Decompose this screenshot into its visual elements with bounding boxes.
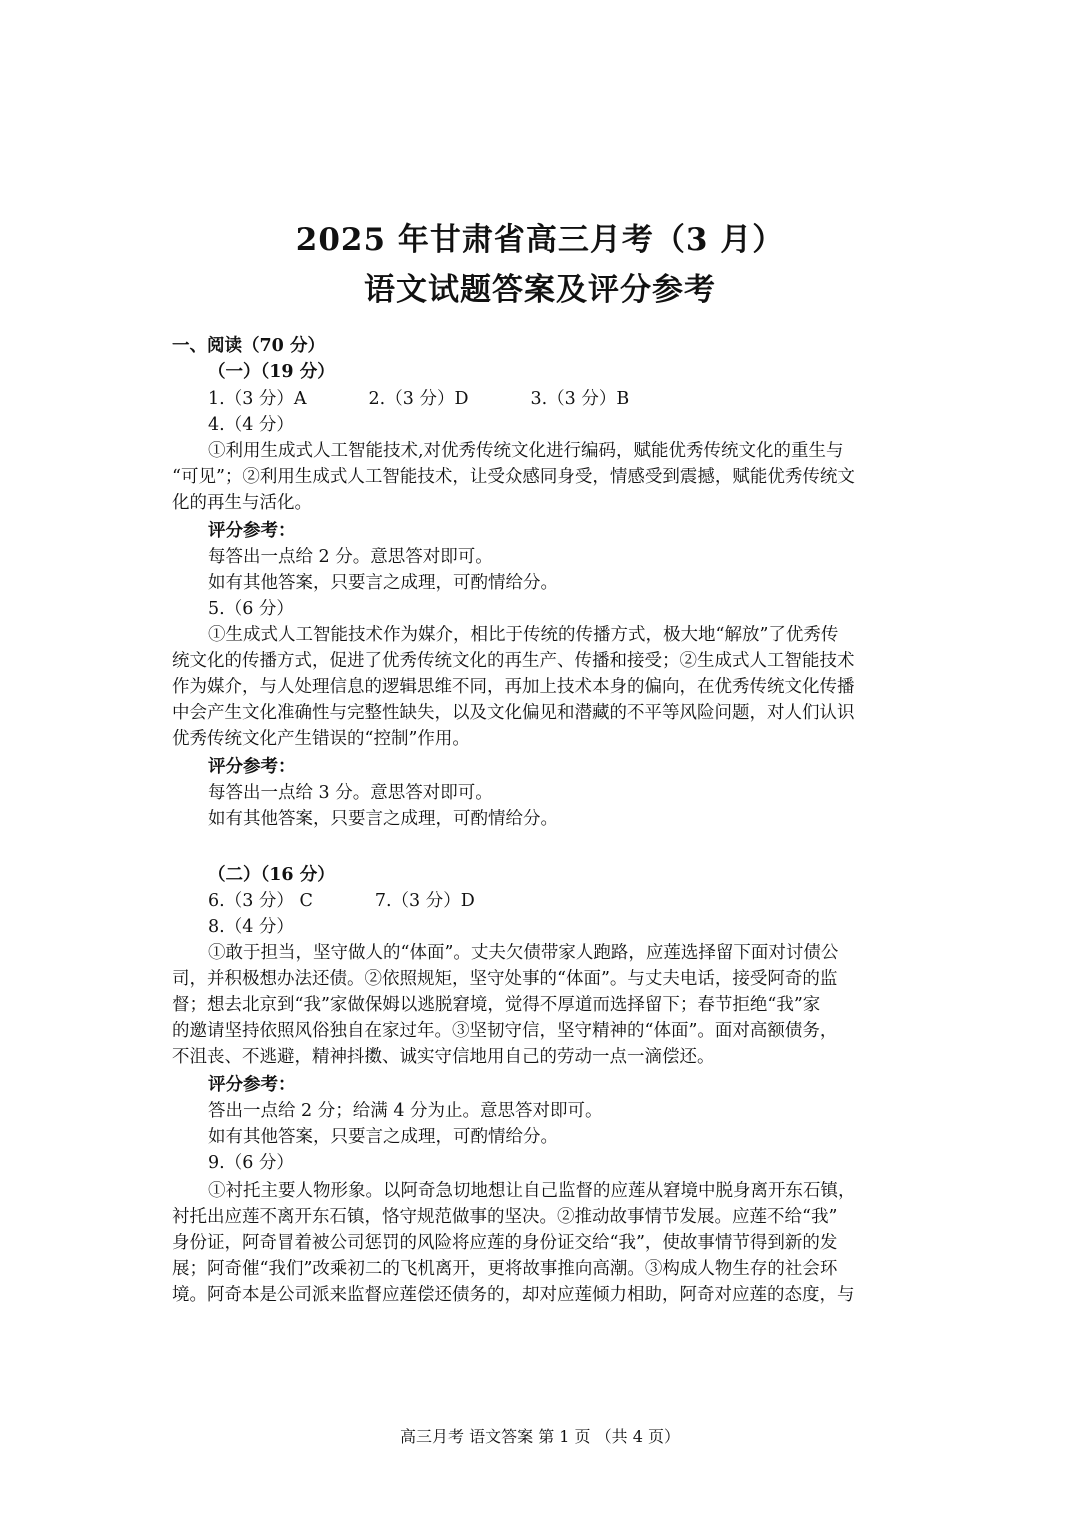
answers-row — [208, 888, 475, 914]
scoring-line: 每答出一点给 3 分。意思答对即可。 — [208, 783, 493, 803]
answer-line: 作为媒介，与人处理信息的逻辑思维不同，再加上技术本身的偏向，在优秀传统文化传播 — [172, 677, 855, 697]
answer-1: 1.（3 分）A — [208, 389, 307, 409]
page-footer: 高三月考 语文答案 第 1 页 （共 4 页） — [400, 1427, 680, 1446]
answer-7: 7.（3 分）D — [374, 891, 475, 911]
exam-title: 2025 年甘肃省高三月考（3 月） — [295, 222, 785, 258]
answers-row — [208, 386, 629, 412]
answer-line: ①利用生成式人工智能技术,对优秀传统文化进行编码，赋能优秀传统文化的重生与 — [208, 441, 844, 461]
part-heading: （二）（16 分） — [208, 865, 335, 885]
scoring-label: 评分参考： — [208, 757, 296, 777]
answer-line: 的邀请坚持依照风俗独自在家过年。③坚韧守信，坚守精神的“体面”。面对高额债务， — [172, 1021, 838, 1041]
question-label: 5.（6 分） — [208, 599, 294, 619]
answer-6: 6.（3 分） C — [208, 891, 313, 911]
answer-line: 司，并积极想办法还债。②依照规矩，坚守处事的“体面”。与丈夫电话，接受阿奇的监 — [172, 969, 838, 989]
answer-line: “可见”；②利用生成式人工智能技术，让受众感同身受，情感受到震撼，赋能优秀传统文 — [172, 467, 855, 487]
answer-line: ①敢于担当，坚守做人的“体面”。丈夫欠债带家人跑路，应莲选择留下面对讨债公 — [208, 943, 839, 963]
question-label: 8.（4 分） — [208, 917, 294, 937]
exam-subtitle: 语文试题答案及评分参考 — [364, 272, 716, 308]
scoring-line: 如有其他答案，只要言之成理，可酌情给分。 — [208, 573, 558, 593]
scoring-label: 评分参考： — [208, 521, 296, 541]
scoring-line: 答出一点给 2 分；给满 4 分为止。意思答对即可。 — [208, 1101, 603, 1121]
answer-line: ①生成式人工智能技术作为媒介，相比于传统的传播方式，极大地“解放”了优秀传 — [208, 625, 839, 645]
answer-line: 衬托出应莲不离开东石镇，恪守规范做事的坚决。②推动故事情节发展。应莲不给“我” — [172, 1207, 838, 1227]
part-heading: （一）（19 分） — [208, 362, 335, 382]
answer-line: 不沮丧、不逃避，精神抖擞、诚实守信地用自己的劳动一点一滴偿还。 — [172, 1047, 715, 1067]
answer-line: 展；阿奇催“我们”改乘初二的飞机离开，更将故事推向高潮。③构成人物生存的社会环 — [172, 1259, 838, 1279]
question-label: 4.（4 分） — [208, 415, 294, 435]
answer-line: 督；想去北京到“我”家做保姆以逃脱窘境，觉得不厚道而选择留下；春节拒绝“我”家 — [172, 995, 821, 1015]
answer-line: 身份证，阿奇冒着被公司惩罚的风险将应莲的身份证交给“我”，使故事情节得到新的发 — [172, 1233, 838, 1253]
answer-line: ①衬托主要人物形象。以阿奇急切地想让自己监督的应莲从窘境中脱身离开东石镇， — [208, 1181, 856, 1201]
answer-3: 3.（3 分）B — [530, 389, 630, 409]
scoring-line: 每答出一点给 2 分。意思答对即可。 — [208, 547, 493, 567]
answer-line: 优秀传统文化产生错误的“控制”作用。 — [172, 729, 470, 749]
scoring-line: 如有其他答案，只要言之成理，可酌情给分。 — [208, 1127, 558, 1147]
section-heading: 一、阅读（70 分） — [172, 336, 325, 356]
answer-line: 中会产生文化准确性与完整性缺失，以及文化偏见和潜藏的不平等风险问题，对人们认识 — [172, 703, 855, 723]
scoring-line: 如有其他答案，只要言之成理，可酌情给分。 — [208, 809, 558, 829]
answer-line: 境。阿奇本是公司派来监督应莲偿还债务的，却对应莲倾力相助，阿奇对应莲的态度，与 — [172, 1285, 855, 1305]
answer-2: 2.（3 分）D — [368, 389, 469, 409]
answer-line: 化的再生与活化。 — [172, 493, 312, 513]
answer-line: 统文化的传播方式，促进了优秀传统文化的再生产、传播和接受；②生成式人工智能技术 — [172, 651, 855, 671]
question-label: 9.（6 分） — [208, 1153, 294, 1173]
scoring-label: 评分参考： — [208, 1075, 296, 1095]
